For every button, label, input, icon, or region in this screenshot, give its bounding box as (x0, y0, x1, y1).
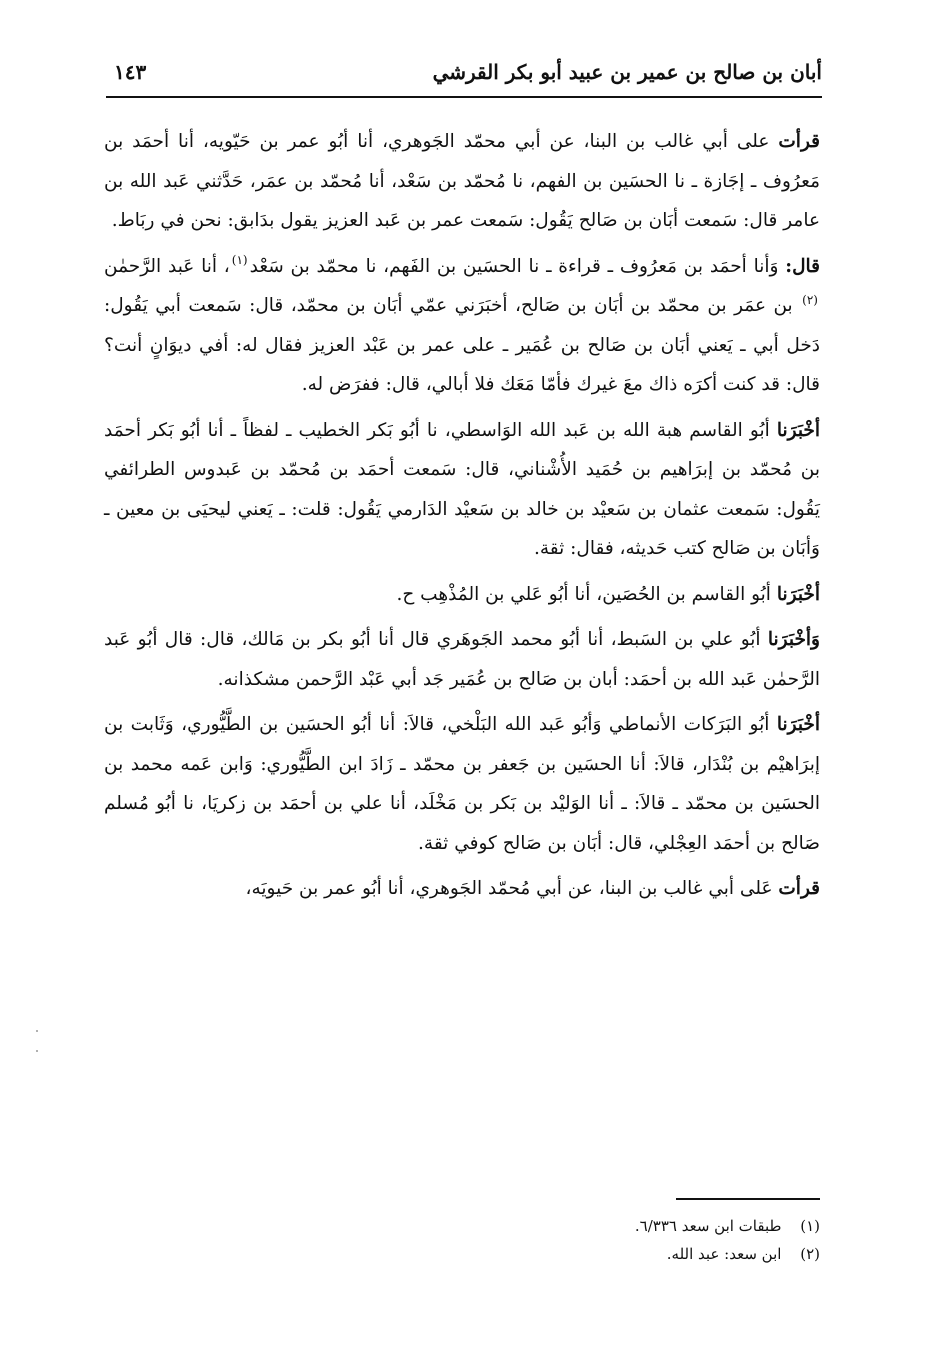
footnote-text: طبقات ابن سعد ٦/٣٣٦. (634, 1217, 782, 1235)
header-rule (106, 96, 822, 98)
paragraph-1 (104, 122, 820, 241)
paragraph-3 (104, 411, 820, 569)
paragraph-text: وَأنا أحمَد بن مَعرُوف ـ قراءة ـ نا الحسَين بن الفَهم، نا محمّد بن سَعْد (249, 255, 779, 277)
footnote-text: ابن سعد: عبد الله. (666, 1245, 782, 1263)
paragraph-text: أبُو البَرَكات الأنماطي وَأبُو عَبد الله البَلْخي، قالاَ: أنا أبُو الحسَين بن الطَّيُّوري، وَثَابت بن إبرَاهيْم بن بُنْدَار، قالاَ: أنا الحسَين بن جَعفر بن محمّد ـ زَادَ ابن الطَّيُّوري: وَابن عَمه محمد بن الحسَين بن محمّد ـ قالاَ: ـ أنا الوَليْد بن بَكر بن مَخْلَد، أنا علي بن أحمَد بن زكريَا، نا أبُو مُسلم صَالح بن أحمَد العِجْلي، قال: أبَان بن صَالح كوفي ثقة. (104, 714, 820, 854)
paragraph-lead: وَأخْبَرَنا (767, 629, 820, 650)
paragraph-lead: قرأت (778, 131, 820, 152)
margin-scan-specks (34, 1030, 38, 1080)
paragraph-lead: أخْبَرَنا (776, 419, 820, 441)
paragraph-text: أبُو علي بن السَبط، أنا أبُو محمد الجَوهَري قال أنا أبُو بكر بن مَالك، قال: قال أبُو عَبد الرَّحمٰن عَبد الله بن أحمَد: أبان بن صَالح بن عُمَير جَد أبي عَبْد الرَّحمن مشكذانه. (104, 629, 820, 690)
paragraph-5 (104, 620, 820, 699)
footnote-ref-1: (١) (231, 253, 248, 268)
scan-speck (36, 1050, 38, 1052)
paragraph-lead: أخْبَرَنا (776, 583, 820, 605)
running-title: أبان بن صالح بن عمير بن عبيد أبو بكر القرشي (432, 60, 822, 84)
footnote-number: (١) (800, 1217, 820, 1235)
paragraph-text: عَلى أبي غالب بن البنا، عن أبي مُحمّد الجَوهري، أنا أبُو عمر بن حَيويَه، (245, 878, 773, 899)
running-header (106, 58, 822, 98)
paragraph-text: أبُو القاسم بن الحُصَين، أنا أبُو عَلي بن المُذْهِب ح. (396, 583, 771, 605)
paragraph-2 (104, 247, 820, 405)
scan-speck (36, 1030, 38, 1032)
main-text (104, 122, 820, 915)
footnotes (300, 1212, 820, 1268)
paragraph-text: بن عمَر بن محمّد بن أبَان بن صَالح، أخبَرَني عمّي أبَان بن محمّد، قال: سَمعت أبي يَقُول: دَخل أبي ـ يَعني أبَان بن صَالح بن عُمَير ـ على عمر بن عَبْد العزيز فقال له: أفي ديوَانٍ أنت؟ قال: قد كنت أكرَه ذاك معَ غيرك فأمّا مَعَك فلا أبالي، قال: ففرَض له. (104, 295, 820, 395)
footnote-2 (300, 1240, 820, 1268)
paragraph-4 (104, 575, 820, 615)
footnote-1 (300, 1212, 820, 1240)
paragraph-lead: قرأت (778, 878, 820, 899)
paragraph-text: أبُو القاسم هبة الله بن عَبد الله الوَاسطي، نا أبُو بَكر الخطيب ـ لفظاً ـ أنا أبُو بَكر أحمَد بن مُحمّد بن إبرَاهيم بن حُمَيد الأُشْناني، قال: سَمعت أحمَد بن مُحمّد بن عَبدوس الطرائفي يَقُول: سَمعت عثمان بن سَعيْد بن خالد بن سَعيْد الدَارمي يَقُول: قلت: ـ يَعني ليحيَى بن معين ـ وَأبَان بن صَالح كتب حَديثه، فقال: ثقة. (104, 419, 820, 559)
page-number: ١٤٣ (114, 60, 147, 84)
paragraph-6 (104, 705, 820, 863)
paragraph-text: على أبي غالب بن البنا، عن أبي محمّد الجَوهري، أنا أبُو عمر بن حَيّويه، أنا أحمَد بن مَعرُوف ـ إجَازة ـ نا الحسَين بن الفهم، نا مُحمّد بن سَعْد، أنا مُحمّد بن عمَر، حَدَّثني عَبد الله بن عامر قال: سَمعت أبَان بن صَالح يَقُول: سَمعت عمر بن عَبد العزيز يقول بدَابق: نحن في ربَاط. (104, 131, 820, 231)
paragraph-7 (104, 869, 820, 909)
footnote-ref-2: (٢) (802, 292, 818, 307)
footnote-rule (676, 1198, 820, 1200)
footnote-number: (٢) (800, 1245, 820, 1263)
paragraph-lead: أخْبَرَنا (776, 714, 821, 735)
paragraph-text: ، أنا عَبد الرَّحمٰن (104, 255, 230, 277)
paragraph-lead: قال: (785, 255, 820, 277)
